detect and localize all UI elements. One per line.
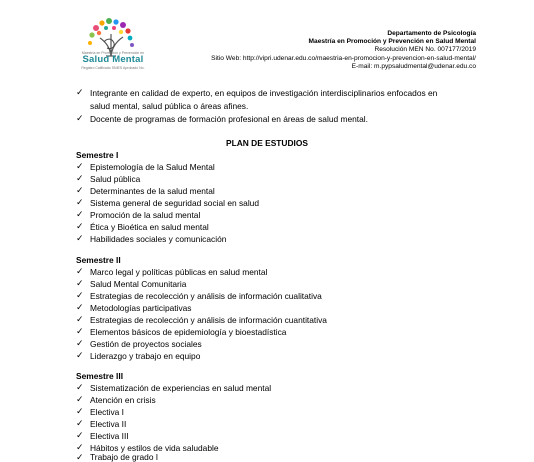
course-item: Electiva I <box>90 407 124 417</box>
course-item: Elementos básicos de epidemiología y bioestadística <box>90 327 287 337</box>
checkmark-icon: ✓ <box>76 350 84 360</box>
checkmark-icon: ✓ <box>76 113 84 123</box>
checkmark-icon: ✓ <box>76 221 84 231</box>
course-item: Electiva III <box>90 431 129 441</box>
course-item: Salud Mental Comunitaria <box>90 279 187 289</box>
course-item: Electiva II <box>90 419 127 429</box>
course-item: Trabajo de grado I <box>90 452 159 462</box>
checkmark-icon: ✓ <box>76 209 84 219</box>
website-link[interactable]: Sitio Web: http://vipri.udenar.edu.co/maestria-en-promocion-y-prevencion-en-salud-mental/ <box>211 54 476 62</box>
intro-item-continued: salud mental, salud pública o áreas afines. <box>90 101 249 111</box>
checkmark-icon: ✓ <box>76 418 84 428</box>
course-item: Habilidades sociales y comunicación <box>90 234 227 244</box>
letterhead <box>211 30 476 71</box>
semester-title: Semestre II <box>76 255 121 265</box>
checkmark-icon: ✓ <box>76 314 84 324</box>
resolution-text: Resolución MEN No. 007177/2019 <box>374 46 476 54</box>
course-item: Metodologías participativas <box>90 303 192 313</box>
checkmark-icon: ✓ <box>76 161 84 171</box>
checkmark-icon: ✓ <box>76 87 84 97</box>
logo-name: Salud Mental <box>82 54 144 65</box>
course-item: Estrategias de recolección y análisis de información cualitativa <box>90 291 322 301</box>
course-item: Marco legal y políticas públicas en salud mental <box>90 267 268 277</box>
semester-title: Semestre I <box>76 150 119 160</box>
plan-title: PLAN DE ESTUDIOS <box>226 138 308 148</box>
checkmark-icon: ✓ <box>76 406 84 416</box>
course-item: Gestión de proyectos sociales <box>90 339 202 349</box>
checkmark-icon: ✓ <box>76 278 84 288</box>
intro-item: Integrante en calidad de experto, en equipos de investigación interdisciplinarios enfocados en <box>90 88 438 98</box>
checkmark-icon: ✓ <box>76 302 84 312</box>
checkmark-icon: ✓ <box>76 394 84 404</box>
course-item: Sistema general de seguridad social en salud <box>90 198 260 208</box>
course-item: Ética y Bioética en salud mental <box>90 222 209 232</box>
intro-item: Docente de programas de formación profesional en áreas de salud mental. <box>90 114 368 124</box>
checkmark-icon: ✓ <box>76 382 84 392</box>
course-item: Sistematización de experiencias en salud mental <box>90 383 272 393</box>
course-item: Salud pública <box>90 174 141 184</box>
semester-title: Semestre III <box>76 371 124 381</box>
checkmark-icon: ✓ <box>76 452 84 462</box>
course-item: Atención en crisis <box>90 395 156 405</box>
checkmark-icon: ✓ <box>76 430 84 440</box>
course-item: Estrategias de recolección y análisis de información cuantitativa <box>90 315 327 325</box>
checkmark-icon: ✓ <box>76 338 84 348</box>
course-item: Promoción de la salud mental <box>90 210 201 220</box>
logo-pretitle: Maestría en Promoción y Prevención en <box>81 51 145 55</box>
checkmark-icon: ✓ <box>76 326 84 336</box>
checkmark-icon: ✓ <box>76 266 84 276</box>
department-name: Departamento de Psicología <box>387 30 476 37</box>
email-link[interactable]: E-mail: m.pypsaludmental@udenar.edu.co <box>351 62 476 70</box>
checkmark-icon: ✓ <box>76 442 84 452</box>
logo-subtitle: Registro Calificado SNIES Aprobado No. <box>81 66 145 70</box>
course-item: Determinantes de la salud mental <box>90 186 215 196</box>
checkmark-icon: ✓ <box>76 290 84 300</box>
program-name: Maestría en Promoción y Prevención en Salud Mental <box>308 38 476 46</box>
checkmark-icon: ✓ <box>76 173 84 183</box>
course-item: Hábitos y estilos de vida saludable <box>90 443 219 453</box>
checkmark-icon: ✓ <box>76 197 84 207</box>
course-item: Epistemología de la Salud Mental <box>90 162 215 172</box>
checkmark-icon: ✓ <box>76 185 84 195</box>
course-item: Liderazgo y trabajo en equipo <box>90 351 201 361</box>
checkmark-icon: ✓ <box>76 233 84 243</box>
